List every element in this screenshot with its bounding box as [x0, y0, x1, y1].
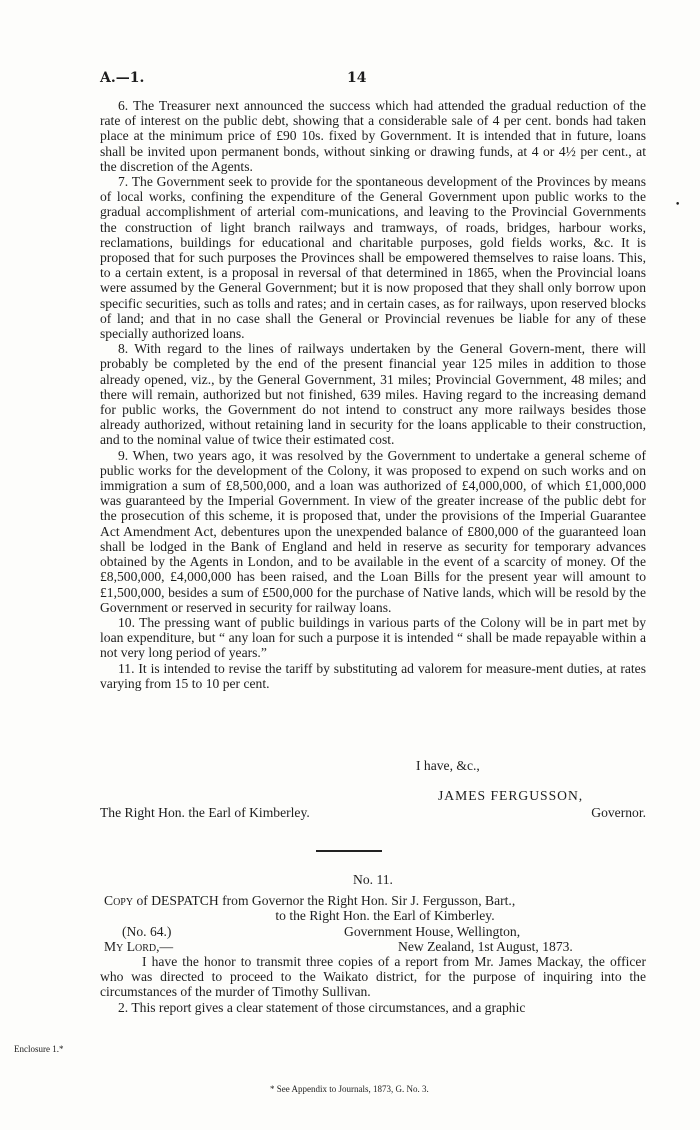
despatch-paragraph-2: 2. This report gives a clear statement of those circumstances, and a graphic	[118, 999, 526, 1015]
page-number: 14	[347, 70, 367, 86]
despatch-place: Government House, Wellington,	[344, 923, 521, 939]
paragraph-11: 11. It is intended to revise the tariff by substituting ad valorem for measure-ment duties, at rates varying from 15 to 10 per cent.	[100, 660, 646, 691]
signatory-title: Governor.	[591, 805, 646, 820]
despatch-paragraph-1: I have the honor to transmit three copies of a report from Mr. James Mackay, the officer who was directed to proceed to the Waikato district, for the purpose of inquiring into the circumstances of the murder of Timothy Sullivan.	[100, 953, 646, 1000]
signatory-name: JAMES FERGUSSON,	[438, 788, 584, 803]
paragraph-7: 7. The Government seek to provide for the spontaneous development of the Provinces by means of local works, confining the expenditure of the General Government upon public works to the gradual accomplishment of arterial com-munications, and leaving to the Provincial Governments the construction of light branch railways and tramways, of roads, bridges, harbour works, reclamations, buildings for educational and charitable purposes, gold fields works, &c. It is proposed that for such purposes the Provinces shall be empowered themselves to raise loans. This, to a certain extent, is a proposal in reversal of that determined in 1865, when the Provincial loans were assumed by the General Government; but it is now proposed that they shall only borrow upon specific securities, such as tolls and rates; and in certain cases, as for railways, upon reserved blocks of land; and that in no case shall the General or Provincial revenues be liable for any of these specially authorized loans.	[100, 174, 646, 342]
heading-line-1: of DESPATCH from Governor the Right Hon. Sir J. Fergusson, Bart.,	[136, 893, 516, 909]
document-reference: A.—1.	[100, 70, 145, 86]
addressee: The Right Hon. the Earl of Kimberley.	[100, 805, 310, 820]
despatch-body	[100, 98, 646, 691]
paragraph-9: 9. When, two years ago, it was resolved by the Government to undertake a general scheme of public works for the development of the Colony, it was proposed to expend on such works and on immigration a sum of £8,500,000, and a loan was authorized of £4,000,000, of which £1,000,000 was guaranteed by the Imperial Government. In view of the greater increase of the public debt for the prosecution of this scheme, it is proposed that, under the provisions of the Imperial Guarantee Act Amendment Act, debentures upon the unexpended balance of £800,000 of the guaranteed loan shall be lodged in the Bank of England and held in reserve as security for temporary advances obtained by the Agents in London, and to be available in the event of a scarcity of money. Of the £8,500,000, £4,000,000 has been raised, and the Loan Bills for the present year will amount to £1,500,000, besides a sum of £500,000 for the purchase of Native lands, which will be resold by the Government or reserved in security for railway loans.	[100, 447, 646, 615]
paragraph-8: 8. With regard to the lines of railways undertaken by the General Govern-ment, there will probably be completed by the end of the present financial year 125 miles in addition to those already opened, viz., by the General Government, 31 miles; Provincial Government, 48 miles; and there will remain, authorized but not finished, 639 miles. Having regard to the increasing demand for public works, the Government do not intend to construct any more railways besides those already authorized, without retaining land in security for the loans applicable to their construction, and to the nominal value of twice their estimated cost.	[100, 341, 646, 448]
salutation: My Lord,—	[104, 938, 174, 954]
closing-have: I have, &c.,	[416, 758, 480, 773]
heading-line-2: to the Right Hon. the Earl of Kimberley.	[275, 908, 495, 924]
page-header	[100, 70, 600, 90]
salutation-row	[100, 939, 646, 954]
despatch-no: (No. 64.)	[122, 923, 172, 939]
despatch-meta-row	[100, 924, 646, 939]
section-divider	[316, 850, 382, 852]
enclosure-note: Enclosure 1.*	[14, 1044, 64, 1054]
margin-mark: •	[675, 200, 681, 210]
despatch-date: New Zealand, 1st August, 1873.	[398, 938, 573, 954]
despatch-heading	[100, 893, 646, 908]
despatch-number: No. 11.	[353, 872, 393, 887]
despatch-11	[100, 872, 646, 1015]
paragraph-6: 6. The Treasurer next announced the success which had attended the gradual reduction of the rate of interest on the public debt, showing that a considerable sale of 4 per cent. bonds had taken place at the minimum price of £90 10s. fixed by Government. It is intended that in future, loans shall be invited upon permanent bonds, without sinking or drawing funds, at 4 or 4½ per cent., at the discretion of the Agents.	[100, 98, 646, 174]
copy-prefix: Copy	[104, 893, 134, 909]
footnote: * See Appendix to Journals, 1873, G. No. 3.	[270, 1084, 429, 1094]
paragraph-10: 10. The pressing want of public buildings in various parts of the Colony will be in part met by loan expenditure, but “ any loan for such a purpose it is intended “ shall be made repayable within a not very long period of years.”	[100, 614, 646, 661]
